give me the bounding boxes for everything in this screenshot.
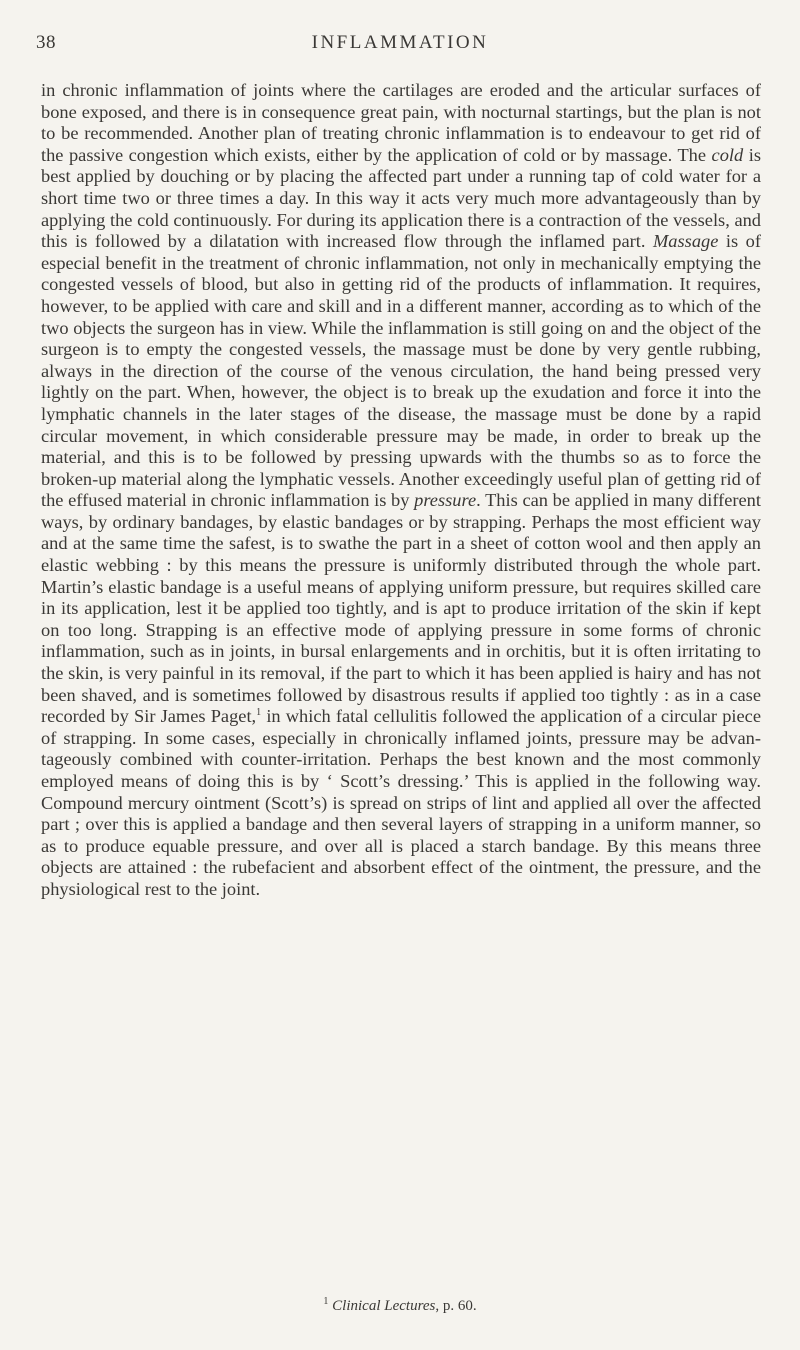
main-paragraph xyxy=(41,80,761,901)
text-segment: in chronic inflammation of joints where the cartilages are eroded and the articular surfaces of bone exposed, and there is in consequence great pain, with nocturnal startings, but the plan is not to be recommended. Another plan of treating chronic inflammation is to endeavour to get rid of the passive congestion which exists, either by the application of cold or by massage. The xyxy=(41,80,761,165)
footnote-title: Clinical Lectures xyxy=(332,1298,436,1314)
emphasis-massage: Massage xyxy=(652,231,719,252)
footnote-mark: 1 xyxy=(323,1296,329,1307)
text-segment: in which fatal cellulitis followed the application of a circular piece of strapping. In some cases, especially in chronically inflamed joints, pressure may be advantageously combined with counter-irritation. Perhaps the best known and the most commonly employed means of doing this is by ‘ Scott’s dressing.’ This is applied in the following way. Compound mercury ointment (Scott’s) is spread on strips of lint and applied all over the affected part ; over this is applied a bandage and then several layers of strapping in a uniform manner, so as to produce equable pressure, and over all is placed a starch bandage. By this means three objects are attained : the rubefacient and absorbent effect of the ointment, the pressure, and the physiological rest to the joint. xyxy=(41,706,761,899)
emphasis-pressure: pressure xyxy=(414,490,477,511)
text-segment: is of especial benefit in the treatment of chronic inflammation, not only in mechanically emptying the congested vessels of blood, but also in getting rid of the products of inflammation. It requires, however, to be applied with care and skill and in a different manner, according as to which of the two objects the surgeon has in view. While the inflammation is still going on and the object of the surgeon is to empty the congested vessels, the massage must be done by very gentle rubbing, always in the direction of the course of the venous circulation, the hand being pressed very lightly on the part. When, however, the object is to break up the exudation and force it into the lymphatic channels in the later stages of the disease, the massage must be done by a rapid circular movement, in which considerable pressure may be made, in order to break up the material, and this is to be followed by pressing upwards with the thumbs so as to force the broken-up material along the lymphatic vessels. Another exceedingly useful plan of getting rid of the effused material in chronic inflammation is by xyxy=(41,231,761,511)
running-title: INFLAMMATION xyxy=(311,32,489,53)
running-head xyxy=(36,32,764,62)
footnote xyxy=(0,1298,800,1315)
footnote-page: , p. 60. xyxy=(435,1298,477,1314)
emphasis-cold: cold xyxy=(711,144,744,165)
body-text xyxy=(41,80,761,901)
text-segment: is best applied by douching or by placing the affected part under a running tap of cold water for a short time two or three times a day. In this way it acts very much more advantageously than by applying the cold continuously. For during its application there is a contraction of the vessels, and this is followed by a dilatation with increased flow through the inflamed part. xyxy=(41,144,761,252)
page-number: 38 xyxy=(36,32,56,53)
text-segment: . This can be applied in many different ways, by ordinary bandages, by elastic bandages or by strapping. Perhaps the most efficient way and at the same time the safest, is to swathe the part in a sheet of cotton wool and then apply an elastic webbing : by this means the pressure is uniformly distributed through the whole part. Martin’s elastic bandage is a useful means of applying uniform pressure, but requires skilled care in its application, lest it be applied too tightly, and is apt to produce irritation of the skin if kept on too long. Strapping is an effective mode of applying pressure in some forms of chronic inflammation, such as in joints, in bursal enlargements and in orchitis, but it is often irritating to the skin, is very painful in its removal, if the part to which it has been applied is hairy and has not been shaved, and is sometimes followed by disastrous results if applied too tightly : as in a case recorded by Sir James Paget, xyxy=(41,490,761,727)
footnote-reference: 1 xyxy=(256,707,262,719)
